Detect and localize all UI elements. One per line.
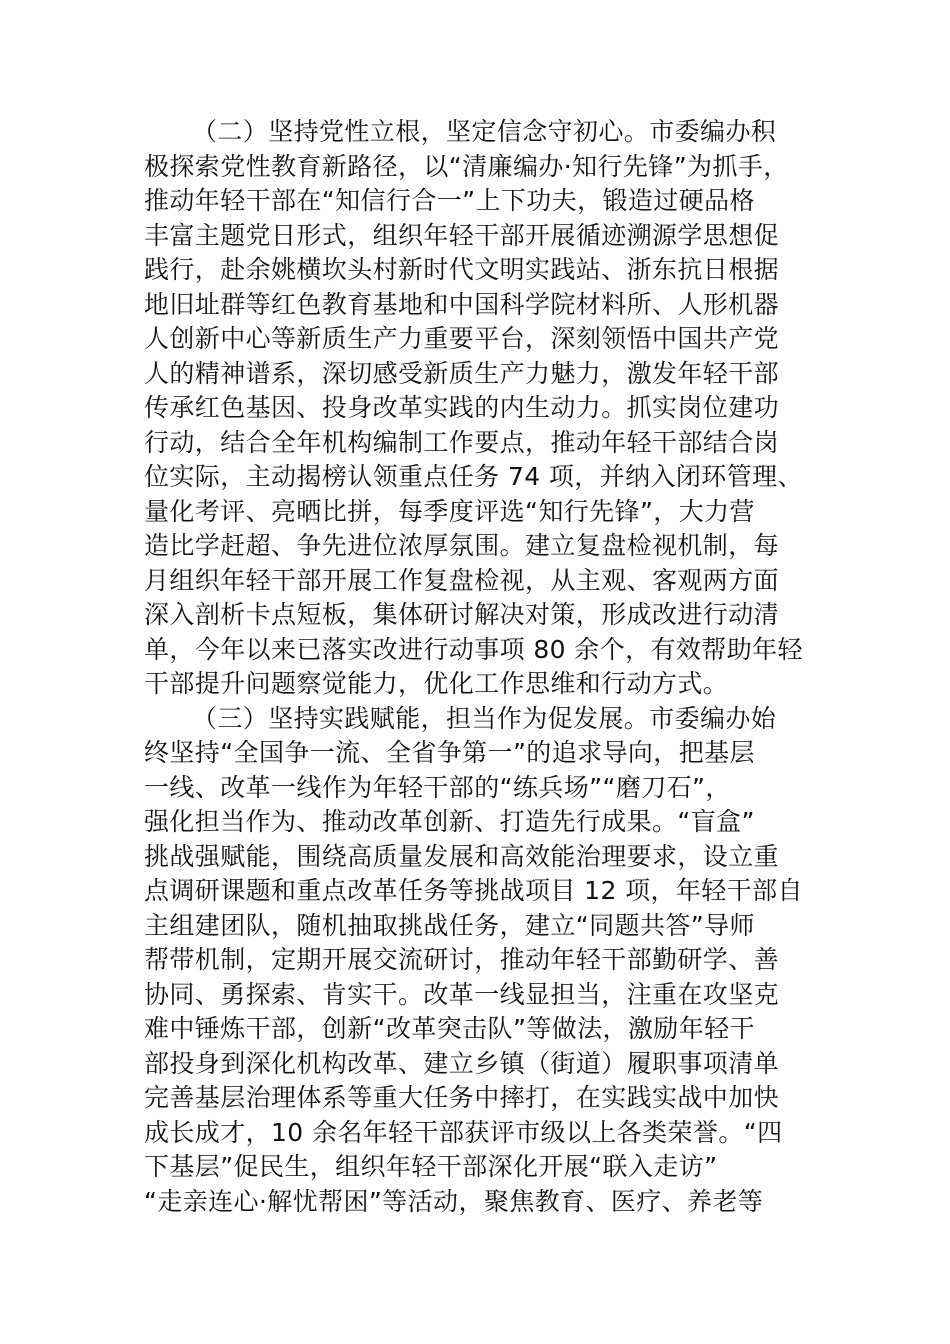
- paragraph-3-line-6: 点调研课题和重点改革任务等挑战项目 12 项，年轻干部自: [144, 876, 803, 905]
- paragraph-2-line-12: 量化考评、亮晒比拼，每季度评选“知行先锋”，大力营: [144, 496, 755, 526]
- paragraph-3-line-12: 完善基层治理体系等重大任务中摔打，在实践实战中加快: [144, 1083, 780, 1112]
- paragraph-3-line-9: 协同、勇探索、肯实干。改革一线显担当，注重在攻坚克: [144, 979, 780, 1009]
- paragraph-2-line-15: 深入剖析卡点短板，集体研讨解决对策，形成改进行动清: [144, 600, 780, 629]
- paragraph-2-line-11: 位实际，主动揭榜认领重点任务 74 项，并纳入闭环管理、: [144, 462, 803, 491]
- paragraph-3-line-10: 难中锤炼干部，创新“改革突击队”等做法，激励年轻干: [144, 1014, 755, 1043]
- paragraph-3-line-8: 帮带机制，定期开展交流研讨，推动年轻干部勤研学、善: [144, 945, 780, 974]
- paragraph-2-line-2: 极探索党性教育新路径，以“清廉编办·知行先锋”为抓手，: [144, 151, 789, 181]
- paragraph-2-line-13: 造比学赶超、争先进位浓厚氛围。建立复盘检视机制，每: [144, 531, 780, 560]
- paragraph-3-line-13: 成长成才，10 余名年轻干部获评市级以上各类荣誉。“四: [144, 1117, 783, 1147]
- paragraph-3-line-11: 部投身到深化机构改革、建立乡镇（街道）履职事项清单: [144, 1048, 780, 1078]
- paragraph-2-line-4: 丰富主题党日形式，组织年轻干部开展循迹溯源学思想促: [144, 220, 780, 250]
- document-body: [144, 115, 829, 1219]
- paragraph-2-line-5: 践行，赴余姚横坎头村新时代文明实践站、浙东抗日根据: [144, 255, 780, 284]
- paragraph-2-line-3: 推动年轻干部在“知信行合一”上下功夫，锻造过硬品格: [144, 186, 755, 215]
- paragraph-3-line-4: 强化担当作为、推动改革创新、打造先行成果。“盲盒”: [144, 807, 755, 836]
- paragraph-2-line-17: 干部提升问题察觉能力，优化工作思维和行动方式。: [144, 669, 729, 698]
- paragraph-3-line-5: 挑战强赋能，围绕高质量发展和高效能治理要求，设立重: [144, 841, 780, 871]
- paragraph-3-line-7: 主组建团队，随机抽取挑战任务，建立“同题共答”导师: [144, 910, 755, 940]
- paragraph-2-line-8: 人的精神谱系，深切感受新质生产力魅力，激发年轻干部: [144, 358, 780, 388]
- paragraph-2-line-7: 人创新中心等新质生产力重要平台，深刻领悟中国共产党: [144, 324, 780, 353]
- paragraph-2-line-10: 行动，结合全年机构编制工作要点，推动年轻干部结合岗: [144, 427, 780, 457]
- paragraph-2-line-6: 地旧址群等红色教育基地和中国科学院材料所、人形机器: [144, 289, 780, 319]
- paragraph-2-line-9: 传承红色基因、投身改革实践的内生动力。抓实岗位建功: [144, 393, 780, 422]
- paragraph-3-line-1: （三）坚持实践赋能，担当作为促发展。市委编办始: [192, 703, 777, 733]
- paragraph-2-line-14: 月组织年轻干部开展工作复盘检视，从主观、客观两方面: [144, 565, 780, 595]
- paragraph-2-line-16: 单，今年以来已落实改进行动事项 80 余个，有效帮助年轻: [144, 634, 803, 664]
- paragraph-3-line-14: 下基层”促民生，组织年轻干部深化开展“联入走访”: [144, 1152, 718, 1181]
- paragraph-3-line-15: “走亲连心·解忧帮困”等活动，聚焦教育、医疗、养老等: [144, 1186, 764, 1216]
- paragraph-3-line-3: 一线、改革一线作为年轻干部的“练兵场”“磨刀石”，: [144, 772, 731, 802]
- paragraph-3-line-2: 终坚持“全国争一流、全省争第一”的追求导向，把基层: [144, 738, 755, 767]
- paragraph-2-line-1: （二）坚持党性立根，坚定信念守初心。市委编办积: [192, 117, 777, 146]
